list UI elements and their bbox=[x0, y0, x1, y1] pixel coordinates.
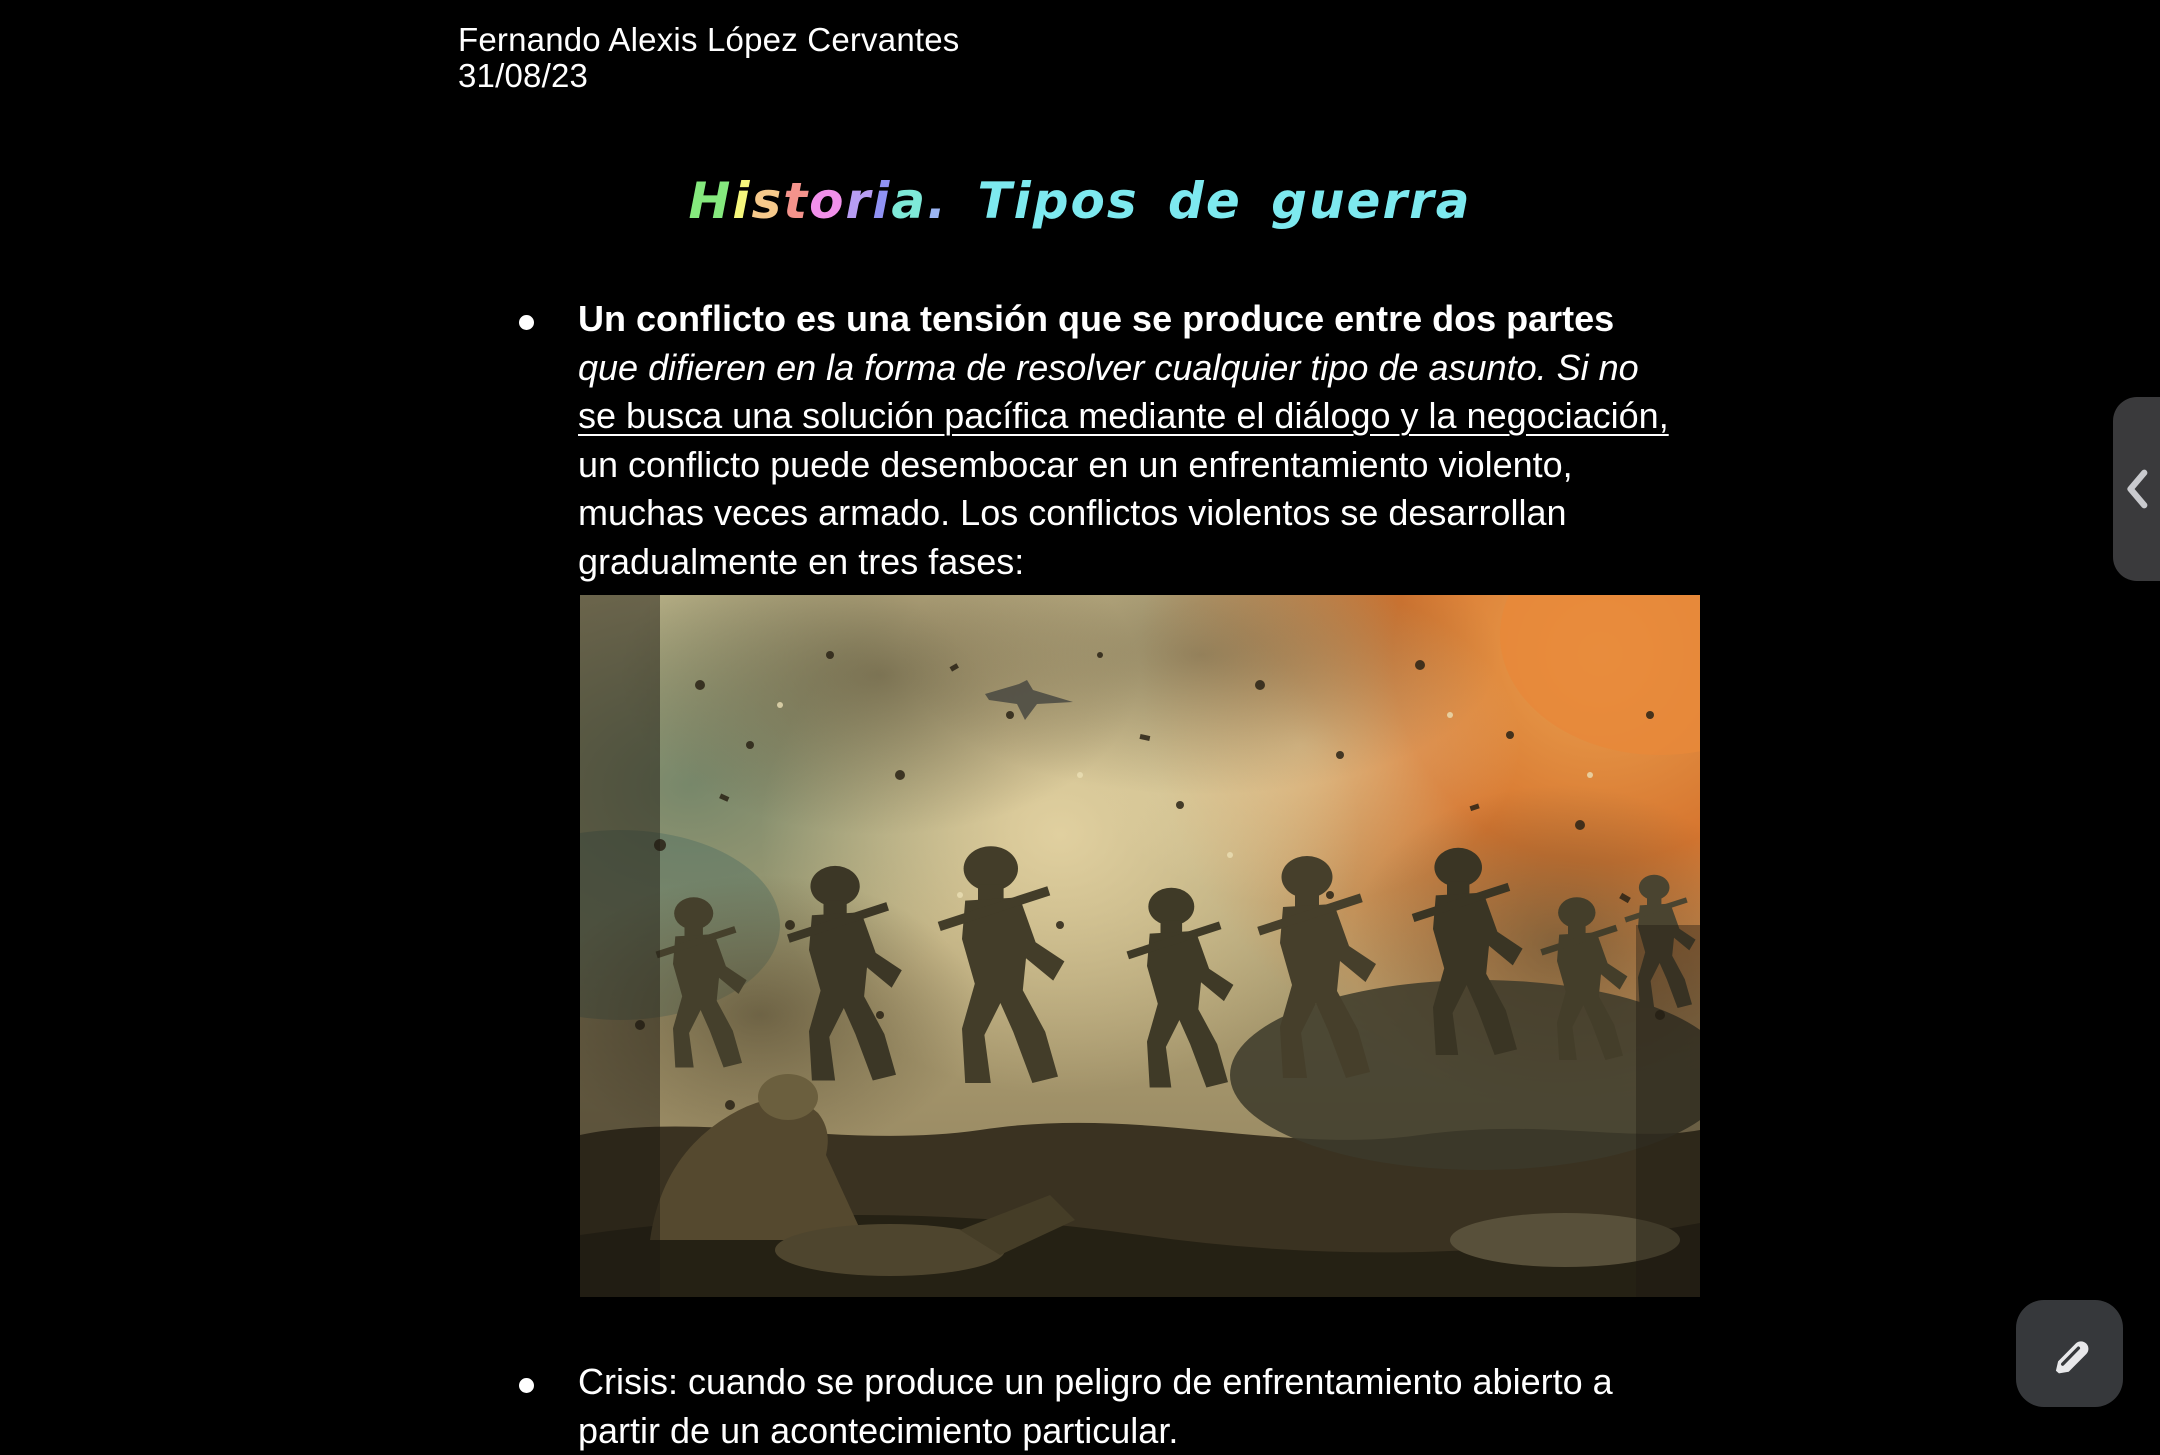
text-line: Crisis: cuando se produce un peligro de enfrentamiento abierto a bbox=[578, 1358, 1758, 1407]
sidebar-collapse-handle[interactable] bbox=[2113, 397, 2160, 581]
bullet-dot bbox=[519, 1378, 534, 1393]
title-rest: Tipos de guerra bbox=[948, 172, 1471, 230]
text-line: se busca una solución pacífica mediante el diálogo y la negociación, bbox=[578, 392, 1758, 441]
text-line: que difieren en la forma de resolver cualquier tipo de asunto. Si no bbox=[578, 344, 1758, 393]
title-word-historia bbox=[688, 172, 948, 230]
doc-date: 31/08/23 bbox=[458, 58, 960, 94]
text-line: partir de un acontecimiento particular. bbox=[578, 1407, 1758, 1455]
battle-scene-illustration bbox=[580, 595, 1700, 1297]
paragraph-crisis bbox=[578, 1358, 1758, 1455]
battle-image bbox=[580, 595, 1700, 1297]
title-letter: o bbox=[809, 172, 845, 230]
edit-button[interactable] bbox=[2016, 1300, 2123, 1407]
title-letter: a bbox=[891, 172, 927, 230]
text-line: Un conflicto es una tensión que se produce entre dos partes bbox=[578, 295, 1758, 344]
doc-header bbox=[458, 22, 960, 94]
text-line: un conflicto puede desembocar en un enfrentamiento violento, bbox=[578, 441, 1758, 490]
title-letter: s bbox=[751, 172, 783, 230]
chevron-left-icon bbox=[2125, 469, 2151, 509]
title-letter: . bbox=[927, 172, 948, 230]
title-letter: i bbox=[872, 172, 891, 230]
text-line: muchas veces armado. Los conflictos violentos se desarrollan bbox=[578, 489, 1758, 538]
pencil-icon bbox=[2044, 1328, 2096, 1380]
bullet-dot bbox=[519, 315, 534, 330]
paragraph-conflicto bbox=[578, 295, 1758, 586]
author-name: Fernando Alexis López Cervantes bbox=[458, 22, 960, 58]
title-letter: r bbox=[846, 172, 873, 230]
page-title bbox=[0, 168, 2160, 234]
title-letter: i bbox=[732, 172, 751, 230]
text-line: gradualmente en tres fases: bbox=[578, 538, 1758, 587]
title-letter: H bbox=[688, 172, 732, 230]
title-letter: t bbox=[783, 172, 809, 230]
